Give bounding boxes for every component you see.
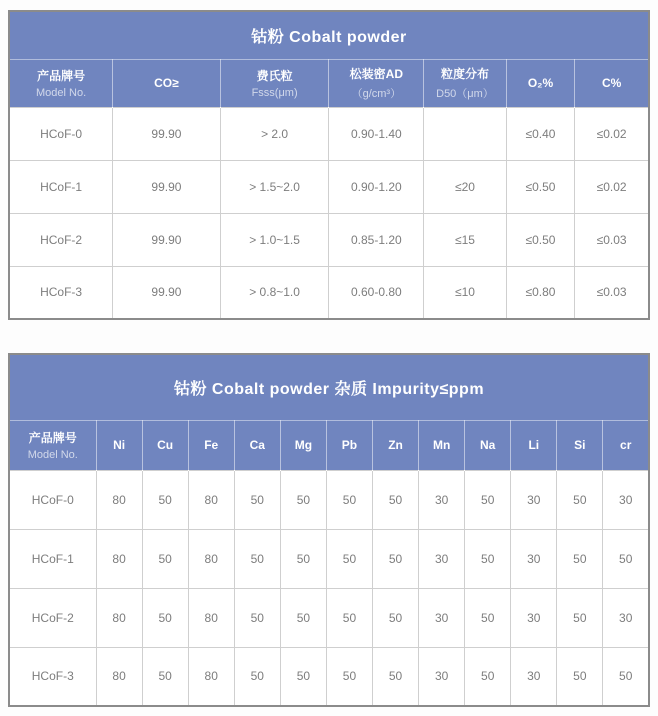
table-cell: 80	[96, 588, 142, 647]
column-header-co	[113, 59, 221, 107]
table-cell: HCoF-3	[9, 266, 113, 319]
table-row	[9, 470, 649, 529]
table-row	[9, 160, 649, 213]
table-title-row	[9, 354, 649, 420]
table-cell: 50	[280, 470, 326, 529]
table-cell: 30	[511, 470, 557, 529]
column-header-zh: Li	[528, 438, 540, 452]
column-header-zh: Fe	[204, 438, 219, 452]
column-header-en: （g/cm³）	[351, 88, 402, 100]
table-cell: 0.90-1.20	[329, 160, 424, 213]
table-row	[9, 647, 649, 706]
column-header-zh: Si	[574, 438, 586, 452]
table-cell: 80	[188, 529, 234, 588]
table-cell: 50	[280, 529, 326, 588]
column-header-zh: Zn	[388, 438, 403, 452]
column-header-zh: Ca	[249, 438, 265, 452]
table-cell: 80	[188, 647, 234, 706]
table2-header-row	[9, 420, 649, 470]
table-cell: 50	[557, 588, 603, 647]
column-header-fsss	[220, 59, 329, 107]
table-cell: 30	[603, 588, 649, 647]
table-cell: 30	[419, 588, 465, 647]
table-cell	[424, 107, 507, 160]
table-cell: 80	[96, 647, 142, 706]
table-row	[9, 107, 649, 160]
table-cell: ≤0.03	[575, 213, 649, 266]
table-row	[9, 588, 649, 647]
table1-title: 钴粉 Cobalt powder	[9, 11, 649, 59]
table-cell: 30	[419, 470, 465, 529]
table-cell: 50	[142, 470, 188, 529]
table-cell: ≤0.50	[506, 160, 574, 213]
table-cell: 80	[96, 529, 142, 588]
table-cell: > 2.0	[220, 107, 329, 160]
table-cell: 50	[234, 588, 280, 647]
table-cell: ≤20	[424, 160, 507, 213]
table-cell: 50	[234, 647, 280, 706]
table-cell: > 1.0~1.5	[220, 213, 329, 266]
table-cell: 99.90	[113, 160, 221, 213]
table-cell: HCoF-1	[9, 529, 96, 588]
table-cell: 80	[188, 588, 234, 647]
column-header-mn	[419, 420, 465, 470]
column-header-zh: 粒度分布	[440, 67, 489, 81]
table-cell: 50	[326, 588, 372, 647]
table-cell: ≤15	[424, 213, 507, 266]
table-cell: HCoF-1	[9, 160, 113, 213]
table1-header-row	[9, 59, 649, 107]
column-header-cu	[142, 420, 188, 470]
column-header-zh: 产品牌号	[28, 431, 77, 445]
cobalt-powder-spec-table	[8, 10, 650, 320]
table-cell: 50	[280, 647, 326, 706]
table-cell: ≤0.02	[575, 107, 649, 160]
column-header-en: Model No.	[36, 87, 87, 99]
column-header-model-no	[9, 59, 113, 107]
column-header-ca	[234, 420, 280, 470]
table-cell: ≤0.02	[575, 160, 649, 213]
table-cell: 0.85-1.20	[329, 213, 424, 266]
column-header-en: D50（μm）	[436, 88, 494, 100]
table-cell: HCoF-2	[9, 213, 113, 266]
table-cell: HCoF-3	[9, 647, 96, 706]
table-cell: > 1.5~2.0	[220, 160, 329, 213]
column-header-d50	[424, 59, 507, 107]
table-cell: ≤0.03	[575, 266, 649, 319]
table-cell: ≤0.80	[506, 266, 574, 319]
table-cell: 99.90	[113, 213, 221, 266]
column-header-zh: CO≥	[154, 76, 179, 90]
column-header-zh: cr	[620, 438, 632, 452]
table-cell: 50	[326, 647, 372, 706]
table-cell: 0.90-1.40	[329, 107, 424, 160]
table-cell: ≤0.40	[506, 107, 574, 160]
table-cell: > 0.8~1.0	[220, 266, 329, 319]
table-cell: 50	[465, 470, 511, 529]
column-header-mg	[280, 420, 326, 470]
column-header-zh: O₂%	[527, 76, 554, 90]
column-header-zh: 费氏粒	[256, 69, 293, 83]
cobalt-powder-impurity-table	[8, 353, 650, 707]
column-header-zh: Cu	[157, 438, 174, 452]
table-cell: HCoF-0	[9, 107, 113, 160]
column-header-zh: Mg	[294, 438, 313, 452]
column-header-si	[557, 420, 603, 470]
column-header-model-no	[9, 420, 96, 470]
column-header-en: Fsss(μm)	[251, 87, 298, 99]
column-header-zh: Mn	[432, 438, 451, 452]
column-header-en: Model No.	[27, 449, 78, 461]
table-title-row	[9, 11, 649, 59]
table-cell: 30	[511, 647, 557, 706]
table-cell: 50	[142, 647, 188, 706]
table-cell: 0.60-0.80	[329, 266, 424, 319]
table-cell: 50	[557, 470, 603, 529]
column-header-zh: C%	[601, 76, 622, 90]
table-cell: 30	[419, 529, 465, 588]
table-cell: HCoF-2	[9, 588, 96, 647]
table-cell: ≤10	[424, 266, 507, 319]
table-cell: HCoF-0	[9, 470, 96, 529]
column-header-zh: Ni	[113, 438, 126, 452]
table-cell: 30	[511, 588, 557, 647]
column-header-o2	[506, 59, 574, 107]
table-cell: 50	[465, 647, 511, 706]
column-header-zh: Pb	[341, 438, 358, 452]
column-header-fe	[188, 420, 234, 470]
column-header-zh: 松装密AD	[349, 67, 404, 81]
table-cell: 99.90	[113, 266, 221, 319]
column-header-ni	[96, 420, 142, 470]
table-cell: 30	[511, 529, 557, 588]
table-cell: 50	[557, 647, 603, 706]
column-header-na	[465, 420, 511, 470]
table-row	[9, 266, 649, 319]
table-cell: ≤0.50	[506, 213, 574, 266]
table-cell: 50	[142, 529, 188, 588]
table-cell: 50	[373, 647, 419, 706]
table-cell: 30	[419, 647, 465, 706]
table-cell: 50	[234, 529, 280, 588]
table-cell: 50	[557, 529, 603, 588]
table-cell: 50	[603, 647, 649, 706]
column-header-pb	[326, 420, 372, 470]
table-row	[9, 213, 649, 266]
tables-gap	[8, 320, 650, 353]
column-header-zh: 产品牌号	[37, 69, 86, 83]
table-cell: 50	[326, 529, 372, 588]
column-header-c	[575, 59, 649, 107]
table-cell: 50	[280, 588, 326, 647]
table2-title: 钴粉 Cobalt powder 杂质 Impurity≤ppm	[9, 354, 649, 420]
table-cell: 80	[188, 470, 234, 529]
table-cell: 50	[465, 529, 511, 588]
table-cell: 80	[96, 470, 142, 529]
table-cell: 99.90	[113, 107, 221, 160]
table-cell: 50	[465, 588, 511, 647]
table-row	[9, 529, 649, 588]
table-cell: 50	[326, 470, 372, 529]
column-header-cr	[603, 420, 649, 470]
column-header-zh: Na	[480, 438, 496, 452]
column-header-apparent-density	[329, 59, 424, 107]
table-cell: 50	[373, 588, 419, 647]
table-cell: 50	[373, 470, 419, 529]
table-cell: 50	[373, 529, 419, 588]
column-header-li	[511, 420, 557, 470]
table-cell: 50	[234, 470, 280, 529]
table-cell: 50	[142, 588, 188, 647]
table-cell: 30	[603, 470, 649, 529]
table-cell: 50	[603, 529, 649, 588]
column-header-zn	[373, 420, 419, 470]
